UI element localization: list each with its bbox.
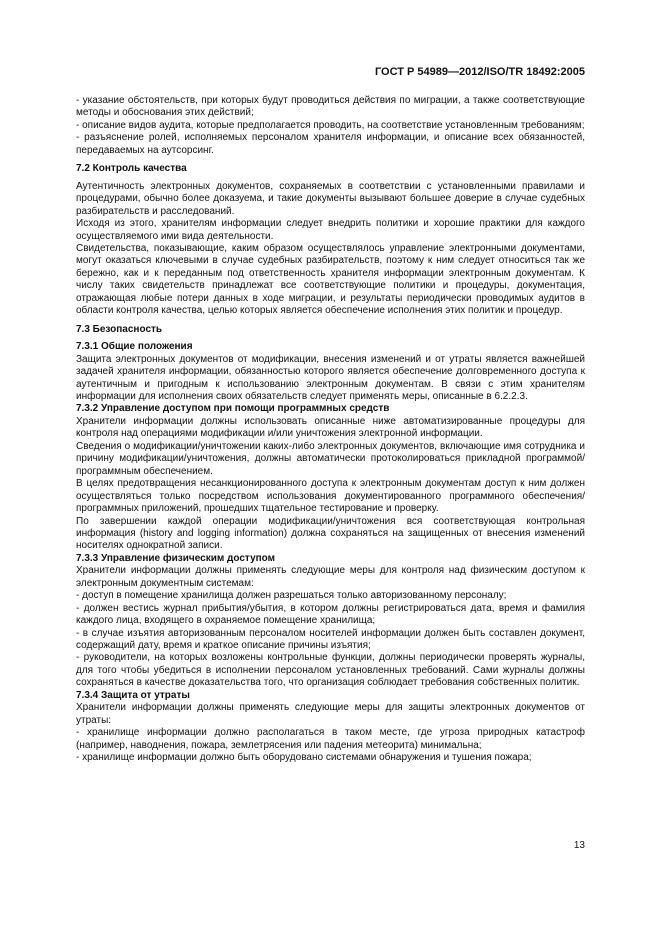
paragraph: Защита электронных документов от модификации, внесения изменений и от утраты является важнейшей задачей хранителя информации, обязанностью которого является обеспечение долговременного доступа к аутентичным и пригодным к использованию электронным документам. В связи с этим хранителям информации для исполнения своих обязательств следует применять меры, описанные в 6.2.2.3. bbox=[76, 353, 585, 402]
page-number: 13 bbox=[573, 840, 585, 851]
list-item: - должен вестись журнал прибытия/убытия, в котором должны регистрироваться дата, время и фамилия каждого лица, входящего в охраняемое помещение хранилища; bbox=[76, 602, 585, 627]
list-item: - в случае изъятия авторизованным персоналом носителей информации должен быть составлен документ, содержащий дату, время и краткое описание причины изъятия; bbox=[76, 627, 585, 652]
subsection-heading: 7.3.3 Управление физическим доступом bbox=[76, 552, 276, 564]
paragraph: Хранители информации должны применять следующие меры для защиты электронных документов от утраты: bbox=[76, 702, 585, 726]
subsection-heading: 7.3.1 Общие положения bbox=[76, 341, 193, 353]
section-heading: 7.2 Контроль качества bbox=[76, 163, 187, 175]
paragraph: Хранители информации должны использовать описанные ниже автоматизированные процедуры для контроля над операциями модификации и/или уничтожения электронной информации. bbox=[76, 415, 585, 440]
paragraph: Аутентичность электронных документов, сохраняемых в соответствии с установленными правилами и процедурами, обычно более доказуема, и такие документы вызывают большее доверие в случае судебных разбирательств и расследований. bbox=[76, 180, 585, 217]
list-item: - доступ в помещение хранилища должен разрешаться только авторизованному персоналу; bbox=[76, 590, 507, 602]
paragraph: Исходя из этого, хранителям информации следует внедрить политики и хорошие практики для каждого осуществляемого ими вида деятельности. bbox=[76, 218, 585, 242]
subsection-heading: 7.3.4 Защита от утраты bbox=[76, 689, 190, 701]
subsection-heading: 7.3.2 Управление доступом при помощи программных средств bbox=[76, 403, 390, 415]
list-item: - хранилище информации должно располагаться в таком месте, где угроза природных катастроф (например, наводнения, пожара, землетрясения или падения метеорита) минимальна; bbox=[76, 727, 585, 751]
paragraph: Сведения о модификации/уничтожении каких-либо электронных документов, включающие имя сотрудника и причину модификации/уничтожения, должны автоматически протоколироваться прикладной программой/программным обеспечением. bbox=[76, 440, 585, 477]
paragraph: В целях предотвращения несанкционированного доступа к электронным документам доступ к ним должен осуществляться только посредством использования документированного программного обеспечения/программных приложений, прошедших тщательное тестирование и проверку. bbox=[76, 478, 585, 515]
list-item: - хранилище информации должно быть оборудовано системами обнаружения и тушения пожара; bbox=[76, 752, 532, 764]
document-body bbox=[76, 95, 585, 765]
paragraph: По завершении каждой операции модификации/уничтожения вся соответствующая контрольная информация (history and logging information) должна сохраняться на защищенных от внесения изменений носителях однократной записи. bbox=[76, 515, 585, 552]
section-heading: 7.3 Безопасность bbox=[76, 323, 163, 335]
list-item: - руководители, на которых возложены контрольные функции, должны периодически проверять журналы, для того чтобы убедиться в исполнении персоналом установленных требований. Сами журналы должны сохраняться в качестве доказательства того, что организация соблюдает требования собственных политик. bbox=[76, 652, 585, 689]
paragraph: Хранители информации должны применять следующие меры для контроля над физическим доступом к электронным документным системам: bbox=[76, 565, 585, 589]
paragraph: Свидетельства, показывающие, каким образом осуществлялось управление электронными документами, могут оказаться ключевыми в случае судебных разбирательств, поэтому к ним следует относиться так же бережно, как и к переданным под ответственность хранителя информации электронным документам. К числу таких свидетельств принадлежат все соответствующие политики и процедуры, документация, отражающая любые потери данных в ходе миграции, и результаты периодически проводимых аудитов в области контроля качества, целью которых является обеспечение исполнения этих политик и процедур. bbox=[76, 242, 585, 317]
list-item: - разъяснение ролей, исполняемых персоналом хранителя информации, и описание всех обязанностей, передаваемых на аутсорсинг. bbox=[76, 132, 585, 156]
list-item: - указание обстоятельств, при которых будут проводиться действия по миграции, а также соответствующие методы и обоснования этих действий; bbox=[76, 95, 585, 119]
document-header: ГОСТ Р 54989—2012/ISO/TR 18492:2005 bbox=[374, 66, 585, 78]
list-item: - описание видов аудита, которые предполагается проводить, на соответствие установленным требованиям; bbox=[76, 119, 585, 131]
